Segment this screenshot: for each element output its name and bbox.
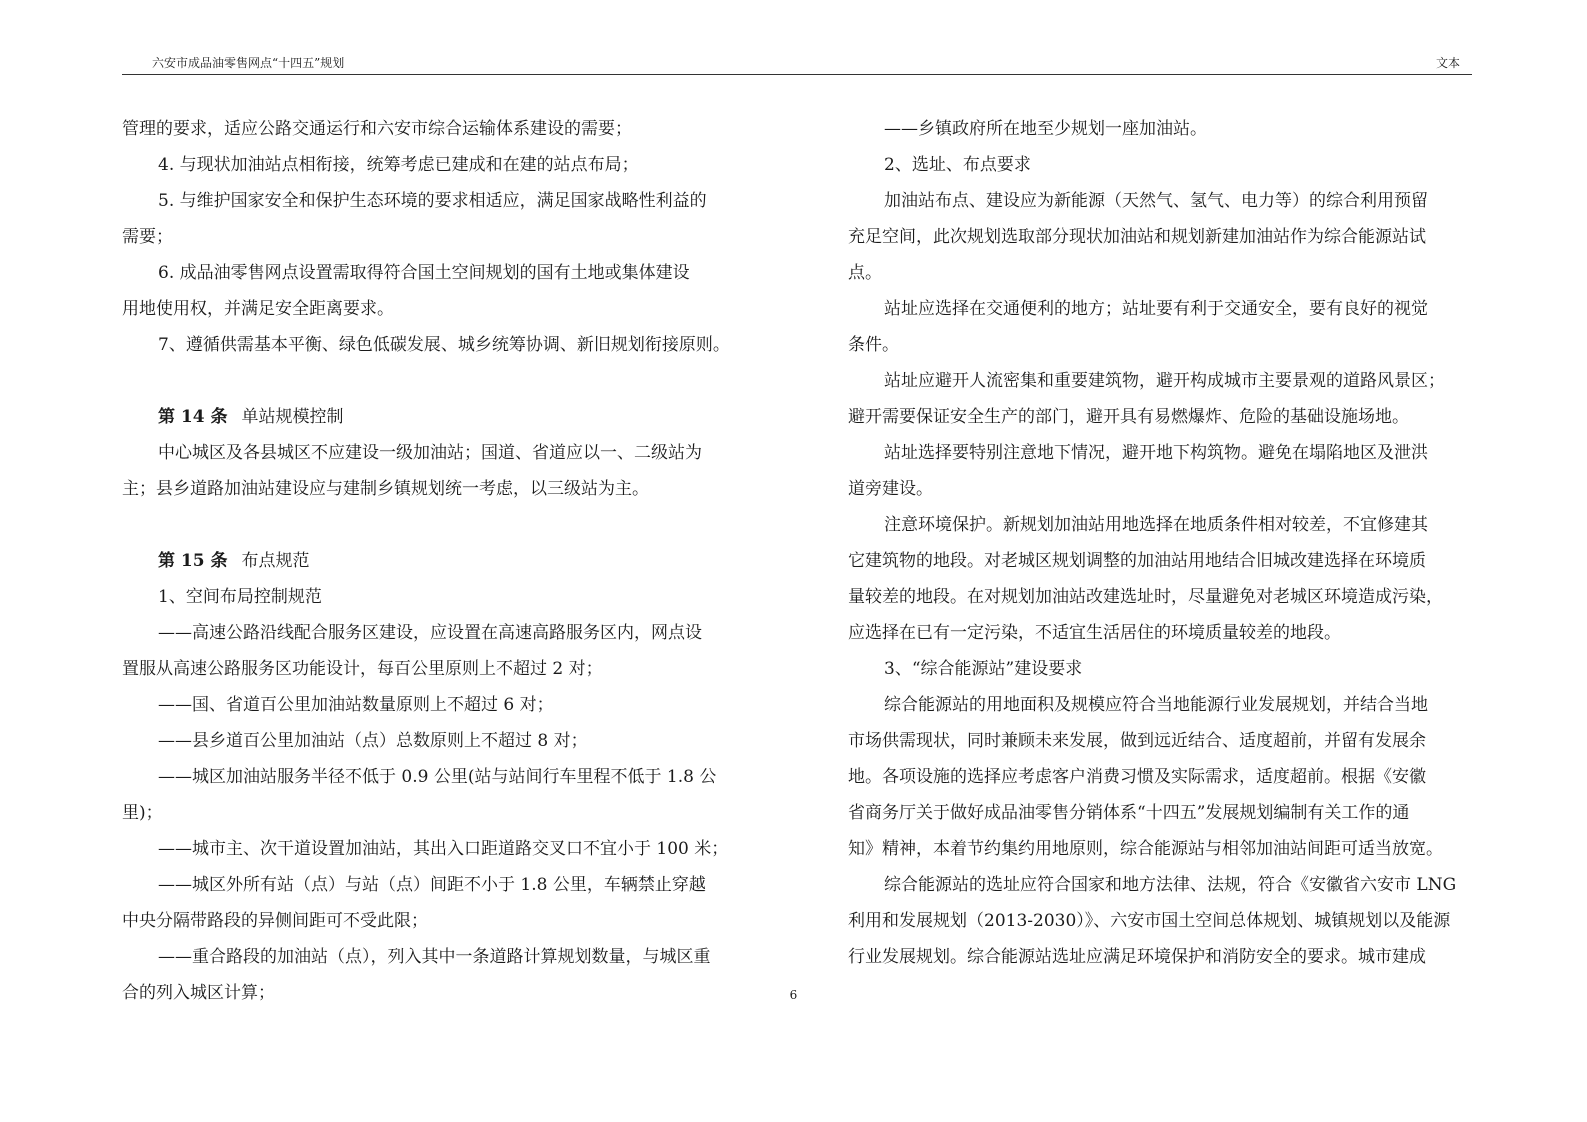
- text-line: 主；县乡道路加油站建设应与建制乡镇规划统一考虑，以三级站为主。: [122, 479, 649, 499]
- text-line: ——城区加油站服务半径不低于 0.9 公里(站与站间行车里程不低于 1.8 公: [158, 767, 717, 787]
- text-line: 点。: [848, 263, 882, 283]
- text-line: 站址应避开人流密集和重要建筑物，避开构成城市主要景观的道路风景区；: [884, 371, 1445, 391]
- article-number: 第 14 条: [158, 407, 228, 427]
- text-line: 综合能源站的用地面积及规模应符合当地能源行业发展规划，并结合当地: [884, 695, 1428, 715]
- text-line: 地。各项设施的选择应考虑客户消费习惯及实际需求，适度超前。根据《安徽: [848, 767, 1426, 787]
- text-line: ——高速公路沿线配合服务区建设，应设置在高速高路服务区内，网点设: [158, 623, 702, 643]
- section-label: 文本: [1435, 56, 1460, 70]
- paragraph-spacer: [122, 507, 762, 543]
- text-line: 道旁建设。: [848, 479, 933, 499]
- text-line: 应选择在已有一定污染，不适宜生活居住的环境质量较差的地段。: [848, 623, 1341, 643]
- text-line: 注意环境保护。新规划加油站用地选择在地质条件相对较差，不宜修建其: [884, 515, 1428, 535]
- text-line: 站址应选择在交通便利的地方；站址要有利于交通安全，要有良好的视觉: [884, 299, 1428, 319]
- right-column: [848, 111, 1488, 975]
- text-line: 7、遵循供需基本平衡、绿色低碳发展、城乡统筹协调、新旧规划衔接原则。: [158, 335, 730, 355]
- document-title: 六安市成品油零售网点“十四五”规划: [152, 56, 345, 70]
- text-line: 避开需要保证安全生产的部门，避开具有易燃爆炸、危险的基础设施场地。: [848, 407, 1409, 427]
- text-line: 加油站布点、建设应为新能源（天然气、氢气、电力等）的综合利用预留: [884, 191, 1428, 211]
- text-line: 管理的要求，适应公路交通运行和六安市综合运输体系建设的需要；: [122, 119, 632, 139]
- text-line: 利用和发展规划（2013-2030）》、六安市国土空间总体规划、城镇规划以及能源: [848, 911, 1451, 931]
- text-line: 行业发展规划。综合能源站选址应满足环境保护和消防安全的要求。城市建成: [848, 947, 1426, 967]
- text-line: 省商务厅关于做好成品油零售分销体系“十四五”发展规划编制有关工作的通: [848, 803, 1410, 823]
- text-line: 站址选择要特别注意地下情况，避开地下构筑物。避免在塌陷地区及泄洪: [884, 443, 1428, 463]
- text-line: ——城市主、次干道设置加油站，其出入口距道路交叉口不宜小于 100 米；: [158, 839, 729, 859]
- page-number: 6: [789, 988, 798, 1002]
- text-line: 5. 与维护国家安全和保护生态环境的要求相适应，满足国家战略性利益的: [158, 191, 707, 211]
- text-line: 中心城区及各县城区不应建设一级加油站；国道、省道应以一、二级站为: [158, 443, 702, 463]
- paragraph-spacer: [122, 363, 762, 399]
- text-line: 量较差的地段。在对规划加油站改建选址时，尽量避免对老城区环境造成污染，: [848, 587, 1443, 607]
- text-line: 充足空间，此次规划选取部分现状加油站和规划新建加油站作为综合能源站试: [848, 227, 1426, 247]
- text-line: 它建筑物的地段。对老城区规划调整的加油站用地结合旧城改建选择在环境质: [848, 551, 1426, 571]
- article-number: 第 15 条: [158, 551, 228, 571]
- text-line: 2、选址、布点要求: [884, 155, 1031, 175]
- text-line: ——城区外所有站（点）与站（点）间距不小于 1.8 公里，车辆禁止穿越: [158, 875, 706, 895]
- text-line: ——重合路段的加油站（点），列入其中一条道路计算规划数量，与城区重: [158, 947, 711, 967]
- article-heading: [122, 399, 762, 435]
- text-line: 4. 与现状加油站点相衔接，统筹考虑已建成和在建的站点布局；: [158, 155, 639, 175]
- text-line: ——乡镇政府所在地至少规划一座加油站。: [884, 119, 1207, 139]
- article-title: 单站规模控制: [241, 407, 344, 427]
- page-header: [122, 54, 1472, 75]
- text-line: 置服从高速公路服务区功能设计，每百公里原则上不超过 2 对；: [122, 659, 603, 679]
- text-line: 市场供需现状，同时兼顾未来发展，做到远近结合、适度超前，并留有发展余: [848, 731, 1426, 751]
- text-line: 合的列入城区计算；: [122, 983, 275, 1003]
- left-column: [122, 111, 762, 1011]
- text-line: 条件。: [848, 335, 899, 355]
- text-line: ——县乡道百公里加油站（点）总数原则上不超过 8 对；: [158, 731, 588, 751]
- text-line: 用地使用权，并满足安全距离要求。: [122, 299, 394, 319]
- text-line: 6. 成品油零售网点设置需取得符合国土空间规划的国有土地或集体建设: [158, 263, 690, 283]
- text-line: 1、空间布局控制规范: [158, 587, 322, 607]
- text-line: 里)；: [122, 803, 163, 823]
- text-line: 3、“综合能源站”建设要求: [884, 659, 1083, 679]
- text-line: 需要；: [122, 227, 173, 247]
- article-title: 布点规范: [241, 551, 310, 571]
- text-line: 中央分隔带路段的异侧间距可不受此限；: [122, 911, 428, 931]
- article-heading: [122, 543, 762, 579]
- text-line: 知》精神，本着节约集约用地原则，综合能源站与相邻加油站间距可适当放宽。: [848, 839, 1443, 859]
- text-line: ——国、省道百公里加油站数量原则上不超过 6 对；: [158, 695, 554, 715]
- text-line: 综合能源站的选址应符合国家和地方法律、法规，符合《安徽省六安市 LNG: [884, 875, 1457, 895]
